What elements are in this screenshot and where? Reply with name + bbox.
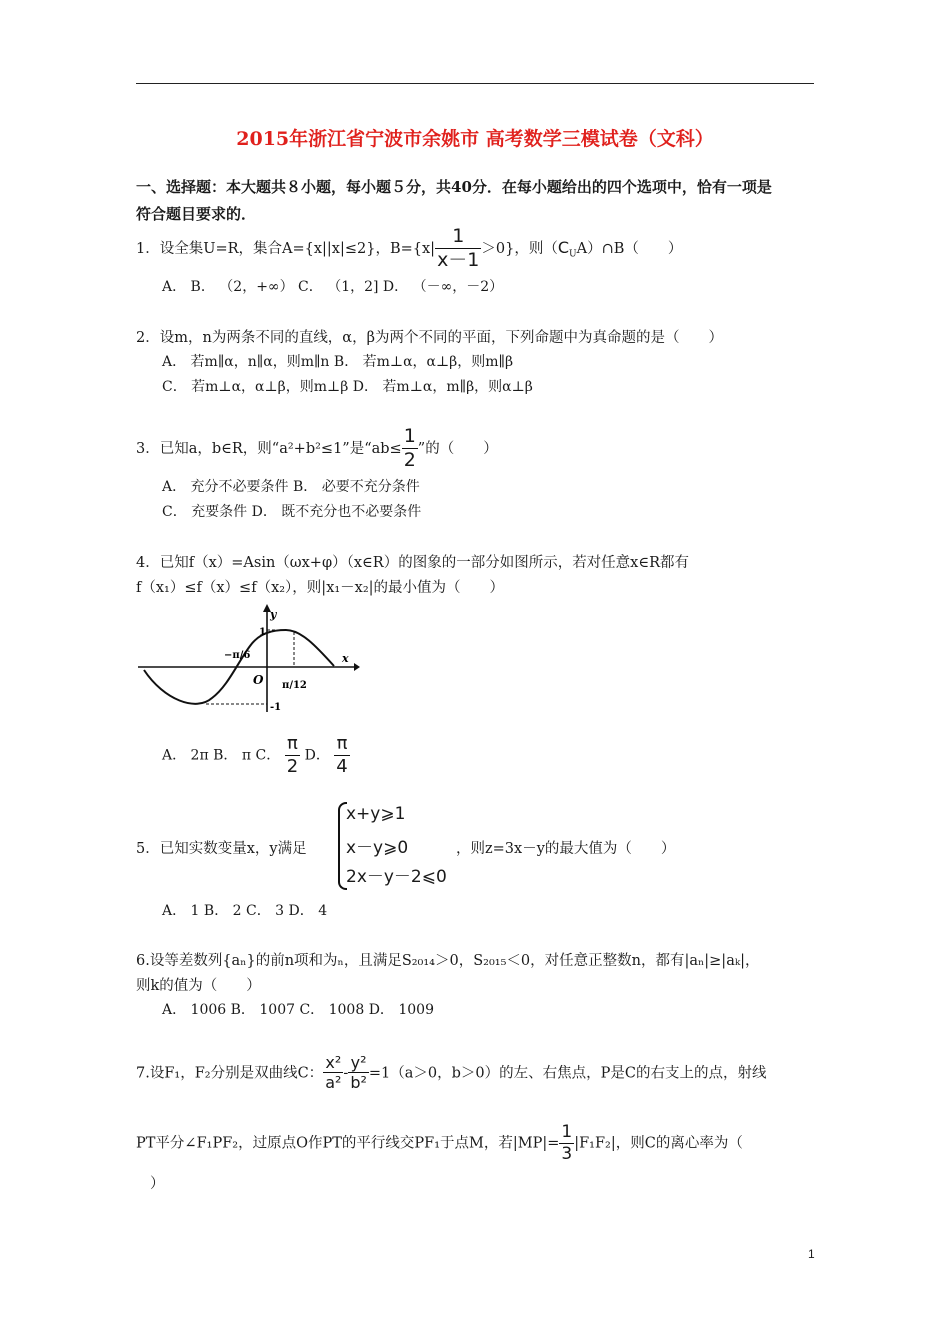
q7-line2-start: PT平分∠F₁PF₂，过原点O作PT的平行线交PF₁于点M，若|MP|= — [136, 1135, 560, 1152]
q1-frac-num: 1 — [435, 226, 481, 249]
q3-options-cd: C． 充要条件 D． 既不充分也不必要条件 — [162, 504, 422, 520]
section-heading: 一、选择题：本大题共８小题，每小题５分，共40分．在每小题给出的四个选项中，恰有一项是 — [136, 178, 772, 196]
q7-frac-y-den: b² — [350, 1073, 367, 1093]
q5-options: A． 1 B． 2 C． 3 D． 4 — [162, 903, 328, 919]
question-7-cont — [136, 1123, 743, 1164]
question-1 — [136, 226, 682, 272]
q7-frac-third — [559, 1123, 574, 1164]
question-5-end: ，则z=3x－y的最大值为（ ） — [456, 841, 676, 857]
q1-options: A． B． （2，+∞） C． （1，2] D． （－∞，－2） — [162, 279, 504, 295]
q3-stem-end: ”的（ ） — [417, 440, 498, 457]
q1-frac-den: x－1 — [437, 248, 480, 271]
page-title: 2015年浙江省宁波市余姚市 高考数学三模试卷（文科） — [236, 128, 714, 150]
q1-sub: U — [569, 249, 577, 260]
q7-frac-x — [323, 1054, 343, 1093]
question-2: 2．设m，n为两条不同的直线，α，β为两个不同的平面，下列命题中为真命题的是（ ） — [136, 330, 723, 346]
q1-complement: C — [557, 237, 570, 257]
constraint-3: 2x－y－2⩽0 — [346, 867, 447, 887]
label-neg-one: -1 — [270, 702, 282, 713]
q7-line2-end: |F₁F₂|，则C的离心率为（ — [574, 1135, 743, 1152]
q4-frac-c-num: π — [285, 734, 300, 756]
constraint-2: x－y⩾0 — [346, 838, 409, 858]
constraint-1: x+y⩾1 — [346, 804, 406, 824]
question-6: 6.设等差数列{aₙ}的前n项和为ₙ，且满足S₂₀₁₄＞0，S₂₀₁₅＜0，对任意正整数n，都有|aₙ|≥|aₖ|， — [136, 953, 760, 969]
q7-stem-mid: =1（a＞0，b＞0）的左、右焦点，P是C的右支上的点，射线 — [368, 1065, 767, 1082]
q4-frac-d-den: 4 — [336, 755, 348, 777]
header-rule — [136, 83, 814, 84]
question-6-cont: 则k的值为（ ） — [136, 978, 261, 994]
x-axis-label: x — [342, 652, 349, 665]
x-axis-arrow — [354, 663, 360, 671]
question-7 — [136, 1054, 767, 1093]
q3-stem-start: 3．已知a，b∈R，则“a²+b²≤1”是“ab≤ — [136, 440, 402, 457]
q1-fraction — [435, 226, 481, 272]
label-neg-pi-over-6: −π/6 — [224, 650, 251, 661]
q3-frac-num: 1 — [403, 425, 416, 447]
q1-stem-mid: ＞0}，则（ — [481, 240, 558, 257]
q7-frac-third-den: 3 — [561, 1143, 573, 1164]
q4-opt-ab: A． 2π B． π C． — [162, 747, 281, 764]
label-pi-over-12: π/12 — [282, 680, 307, 691]
q4-frac-c — [285, 734, 300, 777]
origin-label: O — [253, 673, 264, 687]
q4-frac-d — [334, 734, 349, 777]
q3-fraction — [402, 426, 418, 472]
q6-options: A． 1006 B． 1007 C． 1008 D． 1009 — [162, 1002, 435, 1018]
q7-frac-third-num: 1 — [561, 1122, 573, 1142]
question-7-close: ） — [150, 1176, 165, 1192]
sine-graph — [136, 602, 362, 717]
q7-frac-y-num: y² — [348, 1054, 369, 1073]
q4-opt-d: D． — [304, 747, 330, 764]
question-3 — [136, 426, 498, 472]
q4-frac-d-num: π — [334, 734, 349, 756]
question-4-cont: f（x₁）≤f（x）≤f（x₂），则|x₁－x₂|的最小值为（ ） — [136, 580, 505, 596]
q7-stem-start: 7.设F₁，F₂分别是双曲线C： — [136, 1065, 324, 1082]
page-number: 1 — [808, 1247, 815, 1261]
question-5: 5．已知实数变量x，y满足 — [136, 841, 307, 857]
q4-options — [162, 734, 350, 777]
q3-frac-den: 2 — [403, 448, 416, 471]
y-axis-label: y — [270, 608, 277, 621]
q7-frac-y — [348, 1054, 369, 1093]
q1-stem-end: A）∩B（ ） — [576, 240, 683, 257]
q7-frac-x-num: x² — [323, 1054, 343, 1073]
q1-stem-start: 1．设全集U=R，集合A={x||x|≤2}，B={x| — [136, 240, 436, 257]
q7-minus: - — [343, 1065, 349, 1082]
section-heading-cont: 符合题目要求的． — [136, 205, 257, 223]
label-one: 1 — [259, 627, 266, 638]
q7-frac-x-den: a² — [325, 1073, 342, 1093]
q3-options-ab: A． 充分不必要条件 B． 必要不充分条件 — [162, 479, 420, 495]
q2-options-cd: C． 若m⊥α，α⊥β，则m⊥β D． 若m⊥α，m∥β，则α⊥β — [162, 379, 533, 395]
q2-options-ab: A． 若m∥α，n∥α，则m∥n B． 若m⊥α，α⊥β，则m∥β — [162, 354, 514, 370]
question-4: 4．已知f（x）=Asin（ωx+φ）（x∈R）的图象的一部分如图所示，若对任意x∈R都有 — [136, 555, 690, 571]
q4-frac-c-den: 2 — [286, 755, 299, 777]
